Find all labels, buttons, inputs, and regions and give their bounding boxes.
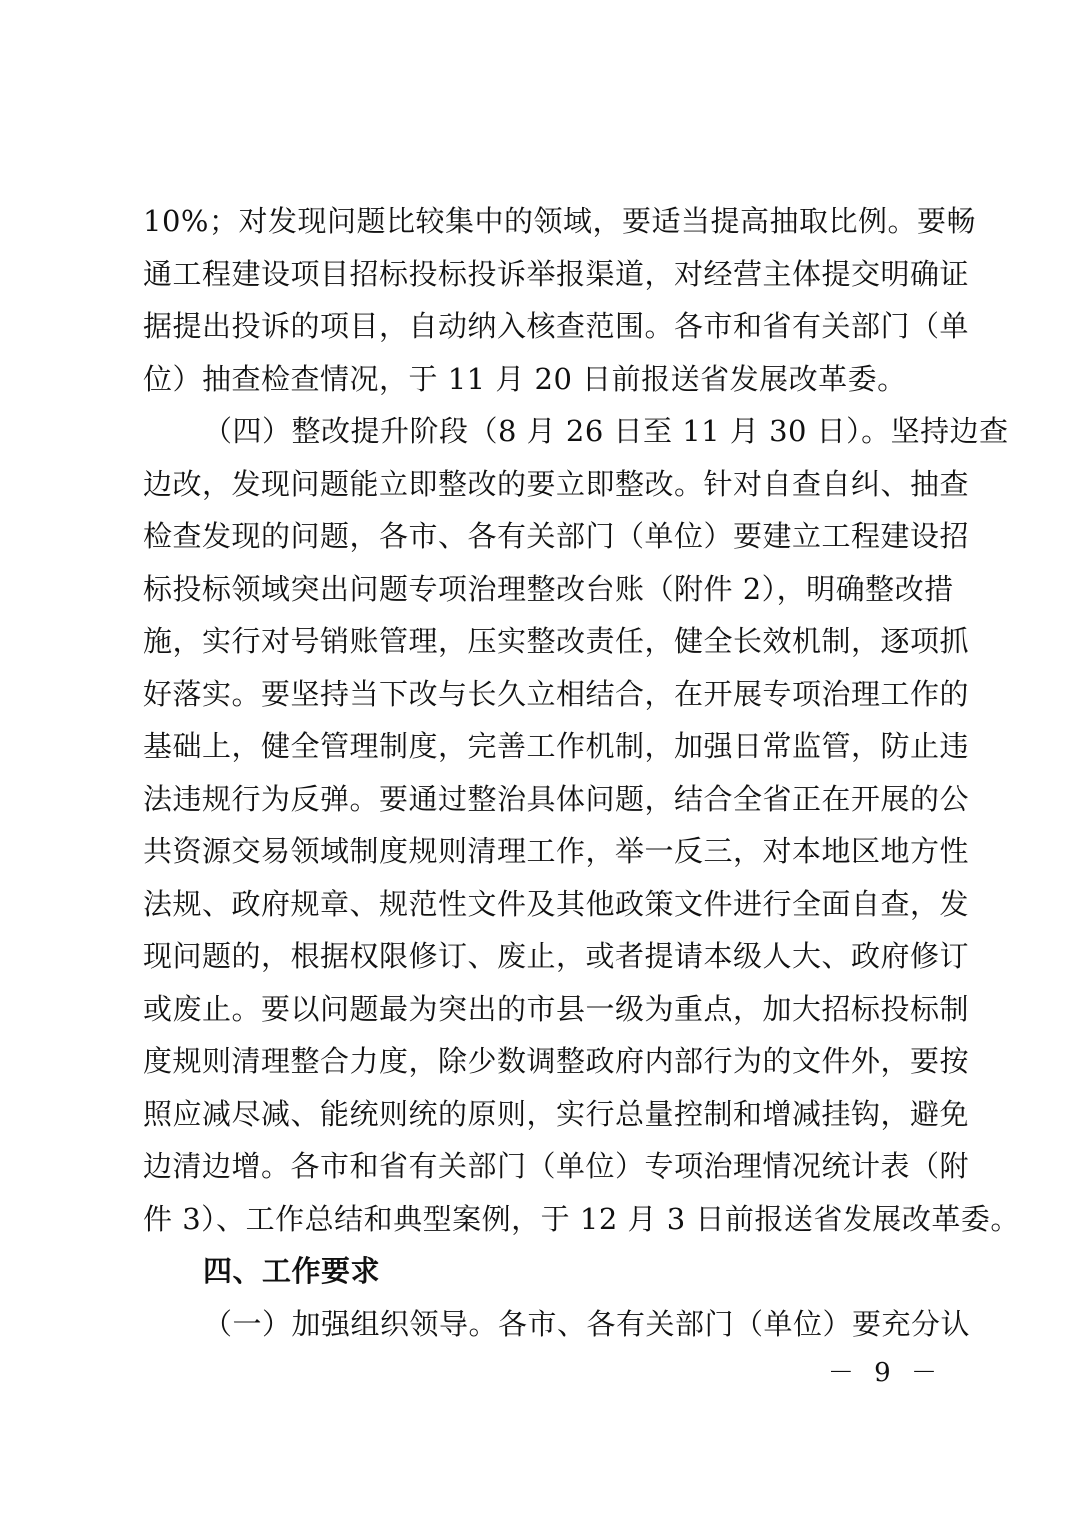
paragraph-line: 边清边增。各市和省有关部门（单位）专项治理情况统计表（附 bbox=[143, 1149, 970, 1183]
paragraph-line: 照应减尽减、能统则统的原则，实行总量控制和增减挂钩，避免 bbox=[143, 1096, 970, 1131]
paragraph-line: 检查发现的问题，各市、各有关部门（单位）要建立工程建设招 bbox=[143, 519, 970, 553]
paragraph-line: 现问题的，根据权限修订、废止，或者提请本级人大、政府修订 bbox=[143, 939, 970, 973]
paragraph-line: 好落实。要坚持当下改与长久立相结合，在开展专项治理工作的 bbox=[143, 676, 970, 711]
paragraph-line: 标投标领域突出问题专项治理整改台账（附件 2），明确整改措 bbox=[143, 571, 954, 606]
paragraph-line: 通工程建设项目招标投标投诉举报渠道，对经营主体提交明确证 bbox=[143, 256, 970, 291]
paragraph-line: 共资源交易领域制度规则清理工作，举一反三，对本地区地方性 bbox=[143, 834, 970, 868]
paragraph-line: 或废止。要以问题最为突出的市县一级为重点，加大招标投标制 bbox=[143, 991, 970, 1026]
paragraph-line: 基础上，健全管理制度，完善工作机制，加强日常监管，防止违 bbox=[143, 729, 970, 763]
paragraph-line: 施，实行对号销账管理，压实整改责任，健全长效机制，逐项抓 bbox=[143, 624, 970, 658]
paragraph-line: 度规则清理整合力度，除少数调整政府内部行为的文件外，要按 bbox=[143, 1044, 970, 1078]
paragraph-line: 边改，发现问题能立即整改的要立即整改。针对自查自纠、抽查 bbox=[143, 466, 970, 501]
section-heading: 四、工作要求 bbox=[203, 1254, 381, 1288]
paragraph-line: 据提出投诉的项目，自动纳入核查范围。各市和省有关部门（单 bbox=[143, 309, 970, 343]
paragraph-line: （四）整改提升阶段（8 月 26 日至 11 月 30 日）。坚持边查 bbox=[203, 414, 1009, 448]
page-number: － 9 － bbox=[827, 1358, 943, 1388]
paragraph-line: 10%；对发现问题比较集中的领域，要适当提高抽取比例。要畅 bbox=[143, 204, 976, 238]
paragraph-line: 法规、政府规章、规范性文件及其他政策文件进行全面自查，发 bbox=[143, 886, 970, 921]
document-body bbox=[143, 195, 1020, 1350]
paragraph-line: 位）抽查检查情况，于 11 月 20 日前报送省发展改革委。 bbox=[143, 361, 907, 396]
paragraph-line: 件 3）、工作总结和典型案例，于 12 月 3 日前报送省发展改革委。 bbox=[143, 1201, 1020, 1236]
paragraph-line: （一）加强组织领导。各市、各有关部门（单位）要充分认 bbox=[203, 1306, 971, 1341]
paragraph-line: 法违规行为反弹。要通过整治具体问题，结合全省正在开展的公 bbox=[143, 781, 970, 816]
